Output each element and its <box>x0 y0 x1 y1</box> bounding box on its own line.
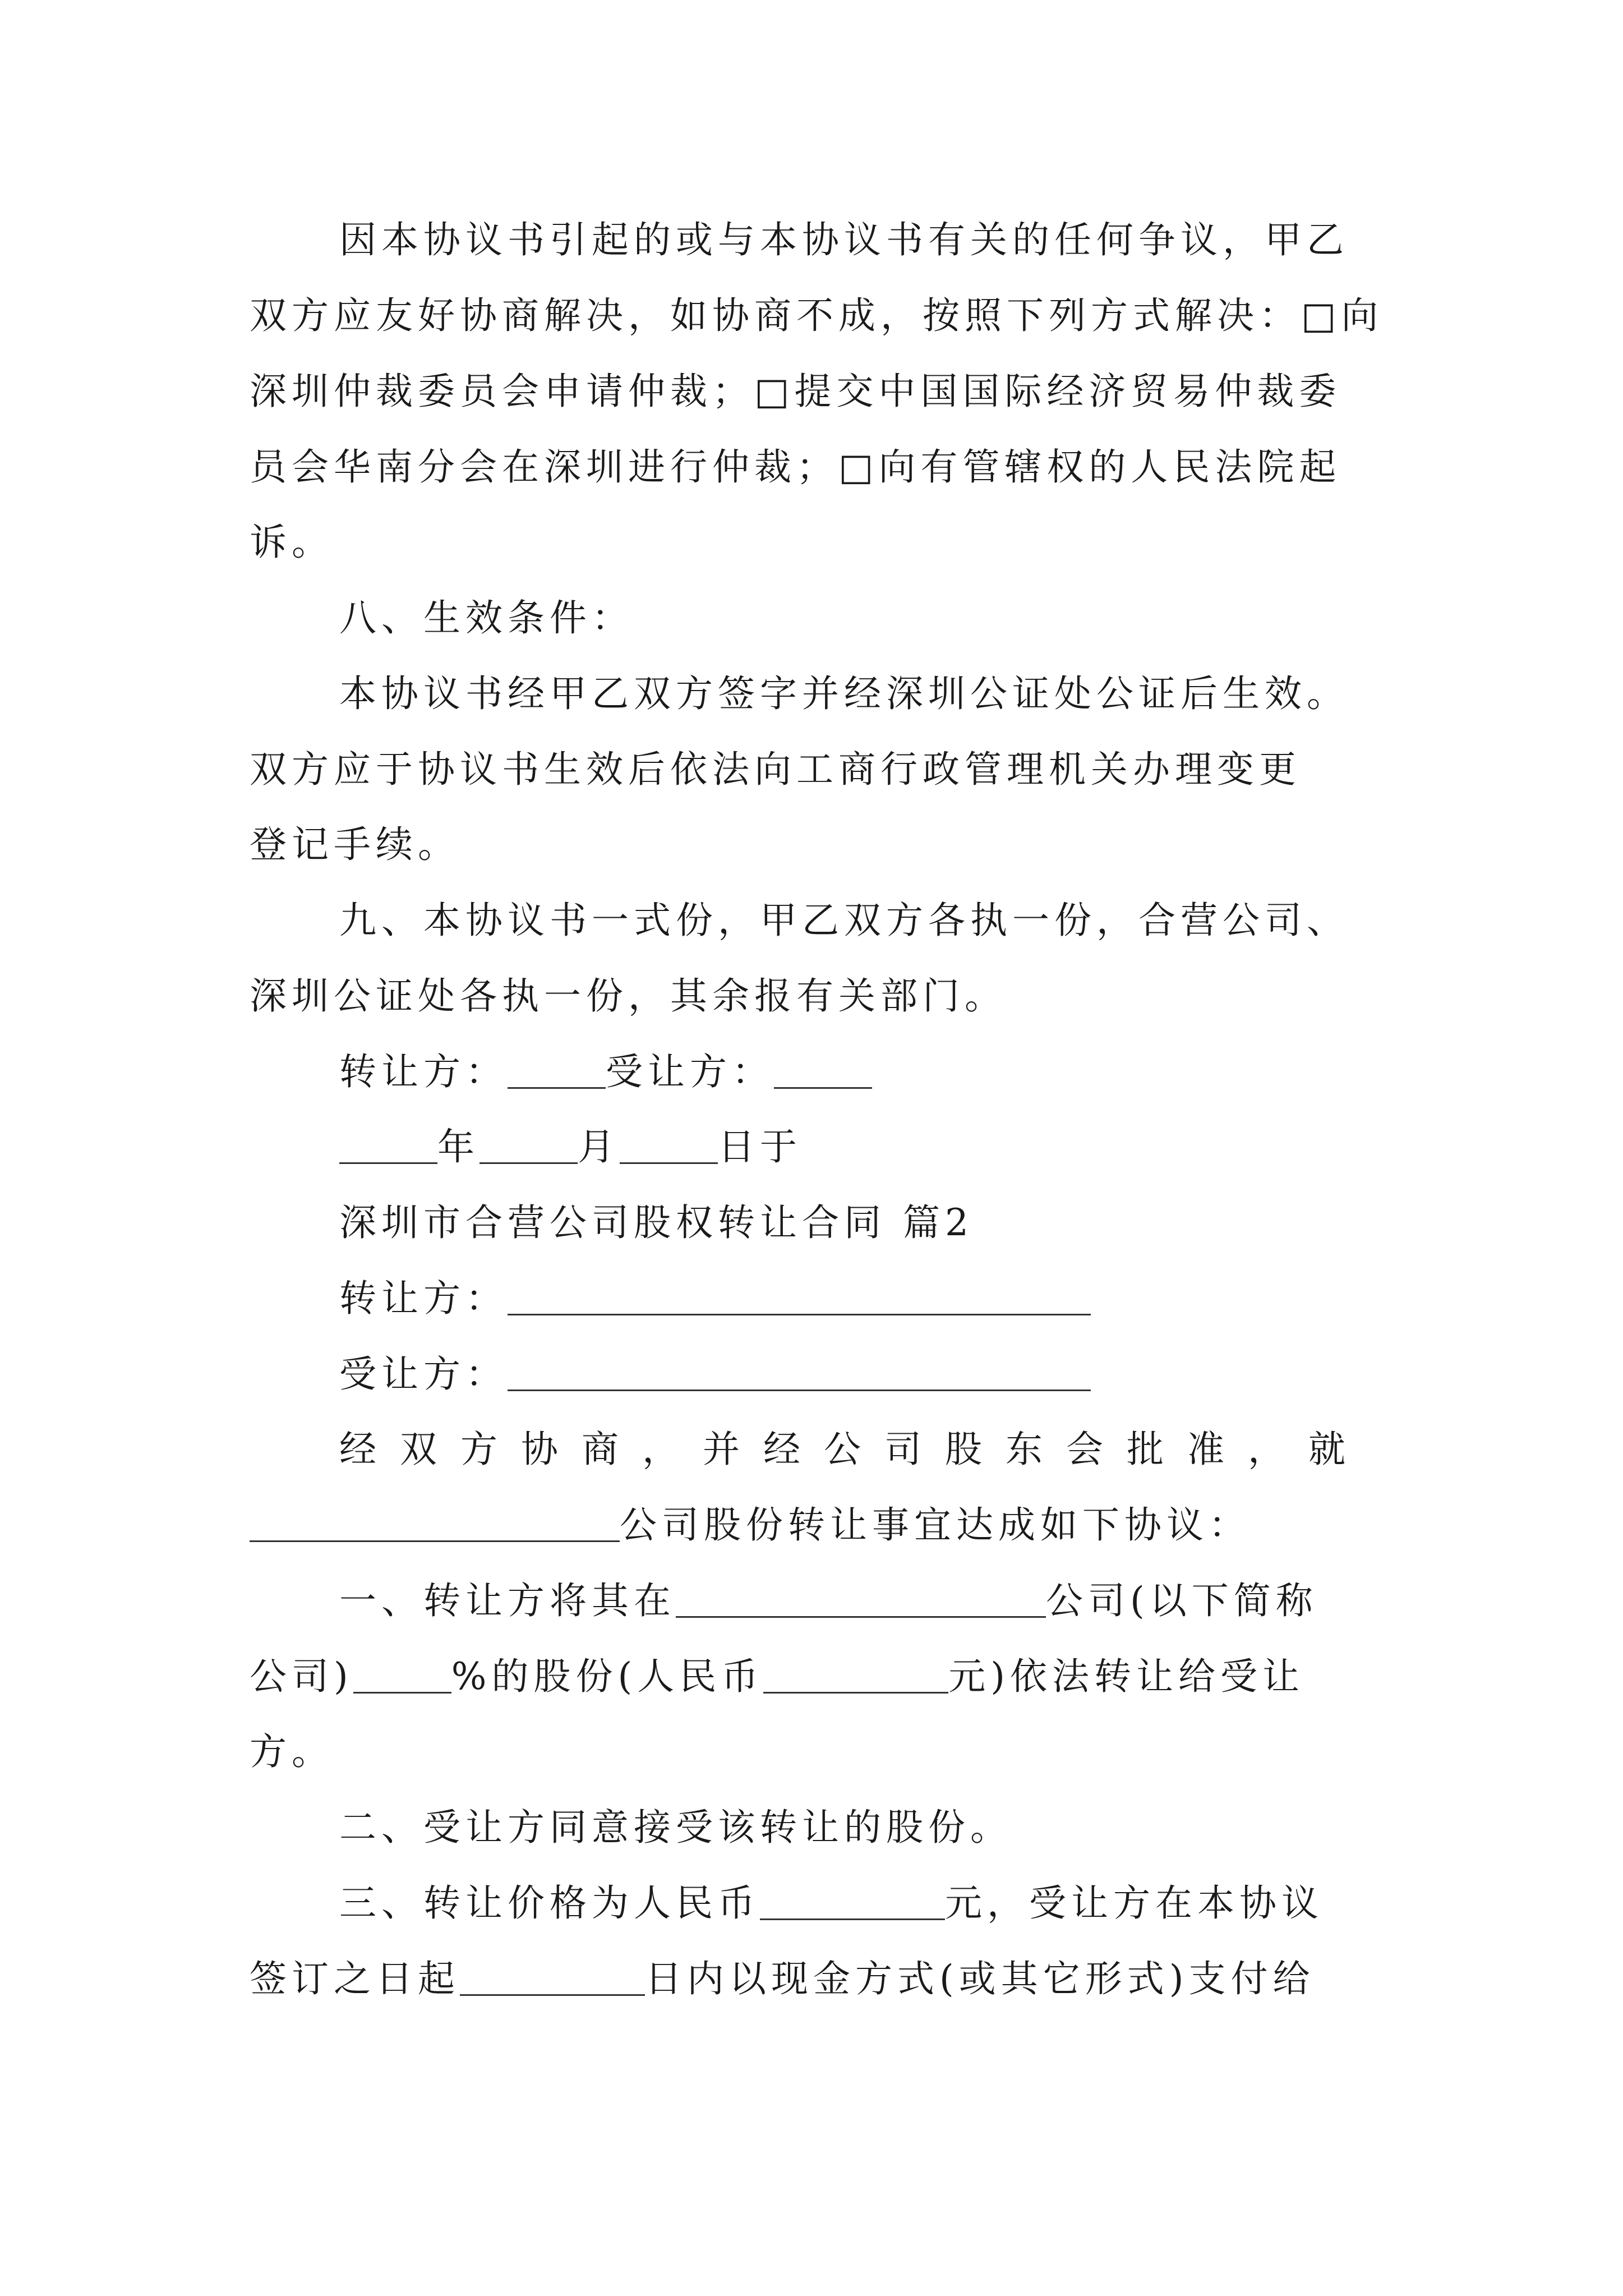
article2-intro-line-1: 经双方协商，并经公司股东会批准，就 <box>339 1428 1369 1471</box>
article2-transferee-label: 受让方： <box>339 1352 508 1396</box>
section8-heading: 八、生效条件： <box>339 596 634 639</box>
article2-title: 深圳市合营公司股权转让合同 篇2 <box>339 1201 974 1244</box>
article2-transferor-label: 转让方： <box>339 1277 508 1320</box>
section8-line-3: 登记手续。 <box>250 823 460 866</box>
article2-transferee-line <box>339 1349 1478 1400</box>
clause1-company-blank <box>676 1582 1046 1618</box>
transferee-label: 受让方： <box>606 1050 774 1093</box>
transferor-label: 转让方： <box>339 1050 508 1093</box>
clause3-line-2 <box>250 1954 1388 2004</box>
clause1-text-e: 元)依法转让给受让 <box>948 1655 1304 1698</box>
clause1-text-b: 公司(以下简称 <box>1046 1579 1318 1622</box>
clause3-price-blank <box>760 1885 945 1920</box>
dispute-line-5: 诉。 <box>250 521 334 564</box>
clause1-line-1 <box>339 1576 1478 1626</box>
article2-transferor-line <box>339 1273 1478 1324</box>
clause1-text-d: %的股份(人民币 <box>451 1655 764 1698</box>
clause1-text-a: 一、转让方将其在 <box>339 1579 676 1622</box>
clause3-line-1 <box>339 1878 1478 1929</box>
article2-transferee-blank <box>508 1356 1091 1391</box>
clause3-text-a: 三、转让价格为人民币 <box>339 1881 760 1925</box>
clause3-text-c: 签订之日起 <box>250 1957 460 2000</box>
year-blank <box>339 1129 437 1164</box>
clause2-line: 二、受让方同意接受该转让的股份。 <box>339 1806 1012 1849</box>
dispute-line-2: 双方应友好协商解决，如协商不成，按照下列方式解决：□向 <box>250 294 1384 337</box>
dispute-line-4: 员会华南分会在深圳进行仲裁；□向有管辖权的人民法院起 <box>250 445 1341 489</box>
section9-line-1: 九、本协议书一式份，甲乙双方各执一份，合营公司、 <box>339 899 1349 942</box>
clause1-amount-blank <box>763 1658 948 1694</box>
month-label: 月 <box>578 1125 620 1168</box>
day-blank <box>620 1129 718 1164</box>
signature-date-line <box>339 1122 1478 1172</box>
clause3-text-d: 日内以现金方式(或其它形式)支付给 <box>645 1957 1315 2000</box>
month-blank <box>479 1129 578 1164</box>
clause3-days-blank <box>460 1961 645 1996</box>
clause1-text-c: 公司) <box>250 1655 353 1698</box>
year-label: 年 <box>437 1125 479 1168</box>
section8-line-1: 本协议书经甲乙双方签字并经深圳公证处公证后生效。 <box>339 672 1349 715</box>
section8-line-2: 双方应于协议书生效后依法向工商行政管理机关办理变更 <box>250 748 1301 791</box>
section9-line-2: 深圳公证处各执一份，其余报有关部门。 <box>250 974 1007 1018</box>
dispute-line-1: 因本协议书引起的或与本协议书有关的任何争议，甲乙 <box>339 218 1349 261</box>
article2-intro-line-2 <box>250 1500 1388 1550</box>
clause3-text-b: 元，受让方在本协议 <box>945 1881 1324 1925</box>
day-at-label: 日于 <box>718 1125 802 1168</box>
transferee-blank <box>774 1053 872 1089</box>
dispute-line-3: 深圳仲裁委员会申请仲裁；□提交中国国际经济贸易仲裁委 <box>250 370 1341 413</box>
signature-parties-line <box>339 1047 1478 1097</box>
article2-transferor-blank <box>508 1280 1091 1315</box>
company-name-blank <box>250 1507 620 1542</box>
article2-intro-text: 公司股份转让事宜达成如下协议： <box>620 1503 1251 1547</box>
clause1-line-3: 方。 <box>250 1730 334 1773</box>
clause1-percent-blank <box>353 1658 451 1694</box>
transferor-blank <box>508 1053 606 1089</box>
clause1-line-2 <box>250 1651 1388 1702</box>
